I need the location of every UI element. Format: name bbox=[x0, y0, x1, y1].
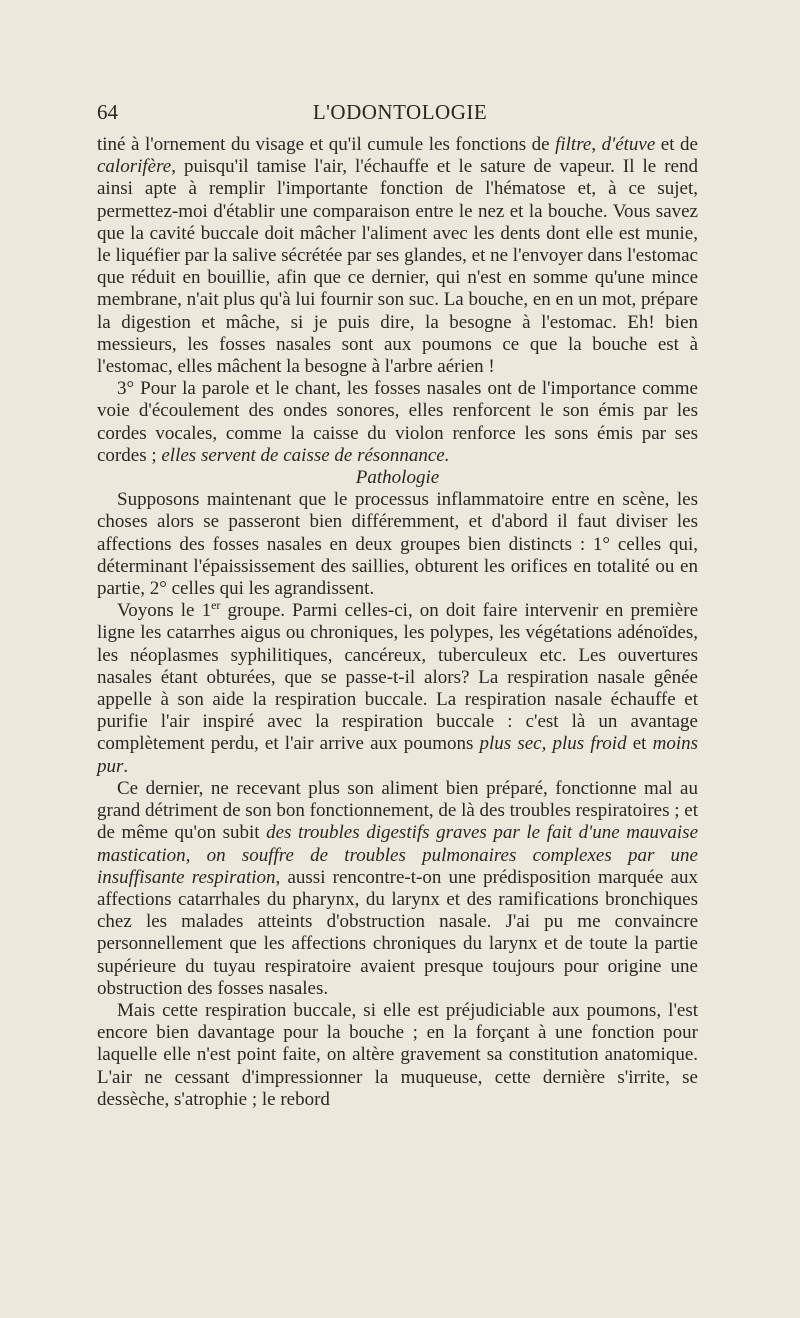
italic-run: d'étuve bbox=[601, 134, 656, 155]
italic-run: moins pur bbox=[97, 733, 698, 777]
page-number: 64 bbox=[97, 100, 118, 124]
text-run: tiné à l'ornement du visage et qu'il cumule les fonctions de bbox=[97, 134, 556, 155]
paragraph-3 bbox=[97, 489, 698, 600]
italic-run: plus sec, plus froid bbox=[479, 733, 627, 755]
paragraph-4 bbox=[97, 600, 698, 778]
paragraph-6 bbox=[97, 1000, 698, 1111]
running-title: L'ODONTOLOGIE bbox=[312, 100, 488, 124]
body-text bbox=[97, 134, 698, 1111]
text-run: , bbox=[591, 134, 602, 155]
text-run: , aussi rencontre-t-on une prédisposition marquée aux affections catarrhales du pharynx, du larynx et des ramifications bronchiques chez les malades atteints d'obstruction nasale. J'ai pu me convaincre personnellement que les affections chroniques du larynx et de toute la partie supérieure du tuyau respiratoire avaient presque toujours pour origine une obstruction des fosses nasales. bbox=[97, 866, 698, 999]
italic-run: calorifère bbox=[97, 156, 172, 178]
italic-run: des troubles digestifs graves par le fait d'une mauvaise mastication, on souffre de troubles pulmonaires complexes par une insuffisante respiration bbox=[97, 822, 698, 888]
section-heading: Pathologie bbox=[355, 467, 440, 489]
text-run: Supposons maintenant que le processus inflammatoire entre en scène, les choses alors se passeront bien différemment, et d'abord il faut diviser les affections des fosses nasales en deux groupes bien distincts : 1° celles qui, déterminant l'épaississement des saillies, obturent les orifices en totalité ou en partie, 2° celles qui les agrandissent. bbox=[97, 489, 698, 600]
text-run: groupe. Parmi celles-ci, on doit faire intervenir en première ligne les catarrhes aigus ou chroniques, les polypes, les végétations adénoïdes, les néoplasmes syphilitiques, cancéreux, tuberculeux etc. Les ouvertures nasales étant obturées, que se passe-t-il alors? La respiration nasale gênée appelle à son aide la respiration buccale. La respiration nasale échauffe et purifie l'air inspiré avec la respiration buccale : c'est là un avantage complètement perdu, et l'air arrive aux poumons bbox=[97, 600, 699, 755]
text-run: Ce dernier, ne recevant plus son aliment bien préparé, fonctionne mal au grand détriment de son bon fonctionnement, de là des troubles respiratoires ; et de même qu'on subit bbox=[97, 777, 698, 844]
paragraph-5 bbox=[97, 778, 698, 1000]
text-run: , puisqu'il tamise l'air, l'échauffe et le sature de vapeur. Il le rend ainsi apte à remplir l'importante fonction de l'hématose et, à ce sujet, permettez-moi d'établir une comparaison entre le nez et la bouche. Vous savez que la cavité buccale doit mâcher l'aliment avec les dents dont elle est munie, le liquéfier par la salive sécrétée par ses glandes, et ne l'envoyer dans l'estomac que réduit en bouillie, afin que ce dernier, qui n'est en somme qu'une mince membrane, n'ait plus qu'à lui fournir son suc. La bouche, en en un mot, prépare la digestion et mâche, si je puis dire, la besogne à l'estomac. Eh! bien messieurs, les fosses nasales sont aux poumons ce que la bouche est à l'estomac, elles mâchent la besogne à l'arbre aérien ! bbox=[97, 156, 698, 378]
text-run: Voyons le 1 bbox=[117, 600, 212, 622]
text-run: et de bbox=[655, 134, 698, 155]
text-run: . bbox=[123, 755, 129, 777]
italic-run: filtre bbox=[555, 134, 592, 155]
superscript: er bbox=[211, 598, 221, 613]
paragraph-2 bbox=[97, 378, 698, 467]
paragraph-1 bbox=[97, 134, 698, 378]
page-header bbox=[97, 100, 703, 126]
text-run: Mais cette respiration buccale, si elle est préjudiciable aux poumons, l'est encore bien davantage pour la bouche ; en la forçant à une fonction pour laquelle elle n'est point faite, on altère gravement sa constitution anatomique. L'air ne cessant d'impressionner la muqueuse, cette dernière s'irrite, se dessèche, s'atrophie ; le rebord bbox=[97, 999, 698, 1110]
text-run: et bbox=[626, 733, 653, 755]
text-run: 3° Pour la parole et le chant, les fosses nasales ont de l'importance comme voie d'écoulement des ondes sonores, elles renforcent le son émis par les cordes vocales, comme la caisse du violon renforce les sons émis par ses cordes ; bbox=[97, 378, 698, 466]
italic-run: elles servent de caisse de résonnance. bbox=[161, 444, 450, 466]
